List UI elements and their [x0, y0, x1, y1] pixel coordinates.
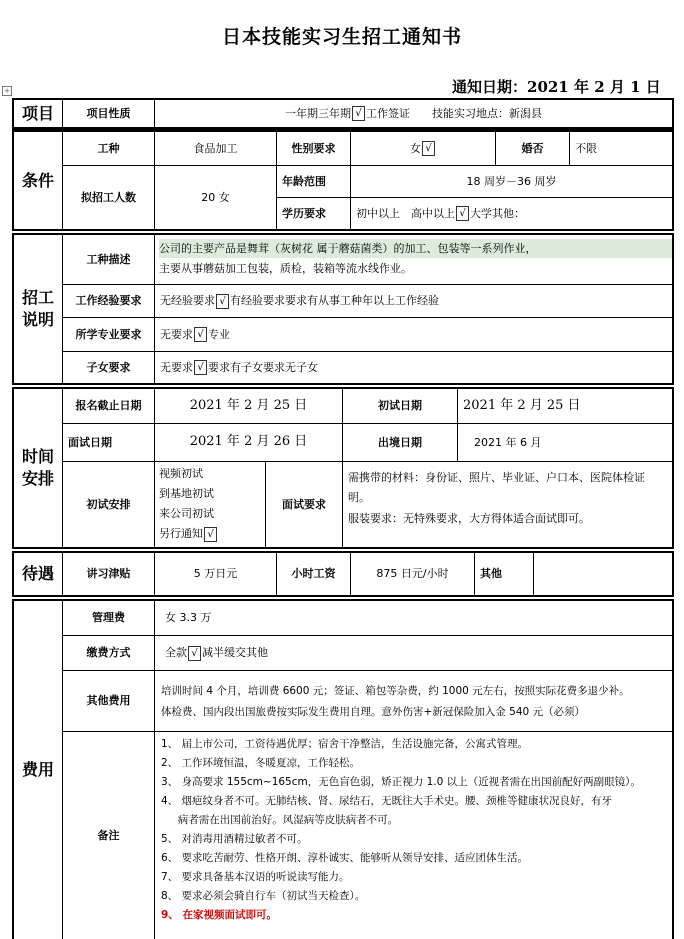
other-fees-line: 培训时间 4 个月，培训费 6600 元；签证、箱包等杂费，约 1000 元左右，按照实际花费多退少补。 [161, 685, 630, 697]
section-fees [12, 599, 674, 939]
job-desc-line-1: 公司的主要产品是舞茸（灰树花 属于蘑菇菌类）的加工、包装等一系列作业， [159, 239, 672, 258]
first-test-value: 2021 年 2 月 25 日 [458, 389, 672, 424]
note-item-highlight: 9、 在家视频面试即可。 [161, 909, 277, 921]
arrangement-item: 到基地初试 [159, 487, 214, 500]
exp-b: 有经验要求要求有从事工种年以上工作经验 [230, 294, 439, 308]
job-desc-line-2: 主要从事蘑菇加工包装，质检，装箱等流水线作业。 [159, 262, 412, 275]
gender-text: 女 [410, 141, 421, 155]
children-a: 无要求 [160, 360, 193, 374]
mgmt-label: 管理费 [63, 601, 155, 636]
other-value [534, 553, 672, 595]
age-label: 年龄范围 [277, 166, 351, 198]
location: 技能实习地点：新潟县 [432, 106, 542, 120]
edu-value [351, 198, 672, 229]
age-value: 18 周岁－36 周岁 [351, 166, 672, 198]
conditions-label: 条件 [14, 132, 63, 229]
table-move-handle-icon[interactable]: + [2, 86, 12, 96]
children-label: 子女要求 [63, 352, 155, 383]
allowance-value: 5 万日元 [155, 553, 277, 595]
interview-label: 面试日期 [63, 424, 155, 462]
edu-b: 大学其他： [470, 206, 525, 220]
note-item: 3、 身高要求 155cm~165cm，无色盲色弱，矫正视力 1.0 以上（近视者需在出国前配好两副眼镜）。 [161, 776, 641, 788]
description-label-text: 招工说明 [21, 288, 54, 329]
mgmt-value: 女 3.3 万 [155, 601, 672, 636]
notes-label: 备注 [63, 732, 155, 939]
departure-label: 出境日期 [343, 424, 458, 462]
job-type-value: 食品加工 [155, 132, 277, 166]
checkbox-icon[interactable]: √ [204, 527, 217, 542]
interview-req-value [343, 462, 672, 547]
section-schedule [12, 387, 674, 549]
note-item: 6、 要求吃苦耐劳、性格开朗、淳朴诚实、能够听从领导安排、适应团体生活。 [161, 852, 529, 864]
nature-b: 工作签证 [366, 106, 410, 120]
notice-date: 通知日期：2021 年 2 月 1 日 [452, 78, 661, 96]
other-fees-value [155, 671, 672, 732]
deadline-value: 2021 年 2 月 25 日 [155, 389, 343, 424]
exp-value [155, 285, 672, 318]
departure-value: 2021 年 6 月 [458, 424, 672, 462]
arrangement-item: 视频初试 [159, 467, 203, 480]
payment-b: 减半缓交其他 [202, 646, 268, 660]
hourly-value: 875 日元/小时 [351, 553, 475, 595]
note-item: 5、 对消毒用酒精过敏者不可。 [161, 833, 308, 845]
payment-a: 全款 [165, 646, 187, 660]
job-desc-label: 工种描述 [63, 235, 155, 285]
first-test-label: 初试日期 [343, 389, 458, 424]
gender-label: 性别要求 [277, 132, 351, 166]
arrangement-item-text: 另行通知 [159, 527, 203, 540]
checkbox-icon[interactable]: √ [194, 360, 207, 375]
arrangement-item [159, 524, 265, 544]
section-project [12, 98, 674, 130]
nature-label: 项目性质 [63, 100, 155, 128]
job-type-label: 工种 [63, 132, 155, 166]
interview-req-label: 面试要求 [266, 462, 343, 547]
fees-label: 费用 [14, 601, 63, 939]
interview-req-line: 服装要求：无特殊要求，大方得体适合面试即可。 [348, 512, 590, 525]
payment-label: 缴费方式 [63, 636, 155, 671]
edu-a: 初中以上 高中以上 [356, 206, 455, 220]
children-value [155, 352, 672, 383]
schedule-label-text: 时间安排 [21, 447, 54, 488]
payment-value [155, 636, 672, 671]
major-value [155, 318, 672, 352]
children-b: 要求有子女要求无子女 [208, 360, 318, 374]
headcount-label: 拟招工人数 [63, 166, 155, 229]
page-title: 日本技能实习生招工通知书 [221, 26, 462, 48]
headcount-value: 20 女 [155, 166, 277, 229]
checkbox-icon[interactable]: √ [216, 294, 229, 309]
arrangement-item: 来公司初试 [159, 507, 214, 520]
married-value: 不限 [570, 132, 672, 166]
major-label: 所学专业要求 [63, 318, 155, 352]
note-item: 1、 届上市公司，工资待遇优厚；宿舍干净整洁，生活设施完备，公寓式管理。 [161, 738, 529, 750]
note-item: 8、 要求必须会骑自行车（初试当天检查）。 [161, 890, 366, 902]
nature-value [155, 100, 672, 128]
note-item: 病者需在出国前治好。风湿病等皮肤病者不可。 [161, 814, 399, 826]
other-label: 其他 [475, 553, 534, 595]
checkbox-icon[interactable]: √ [422, 141, 435, 156]
checkbox-icon[interactable]: √ [456, 206, 469, 221]
project-label: 项目 [14, 100, 63, 128]
exp-label: 工作经验要求 [63, 285, 155, 318]
description-label [14, 235, 63, 383]
interview-value: 2021 年 2 月 26 日 [155, 424, 343, 462]
note-item: 7、 要求具备基本汉语的听说读写能力。 [161, 871, 350, 883]
exp-a: 无经验要求 [160, 294, 215, 308]
notes-list [155, 732, 672, 939]
checkbox-icon[interactable]: √ [352, 106, 365, 121]
arrangement-list [155, 462, 266, 547]
arrangement-label: 初试安排 [63, 462, 155, 547]
nature-a: 一年期三年期 [285, 106, 351, 120]
hourly-label: 小时工资 [277, 553, 351, 595]
interview-req-line: 明。 [348, 491, 370, 504]
job-desc-value [155, 235, 672, 285]
allowance-label: 讲习津贴 [63, 553, 155, 595]
edu-label: 学历要求 [277, 198, 351, 229]
note-item: 4、 烟疤纹身者不可。无肺结核、肾、尿结石，无既往大手术史。腰、颈椎等健康状况良好，有牙 [161, 795, 613, 807]
deadline-label: 报名截止日期 [63, 389, 155, 424]
other-fees-label: 其他费用 [63, 671, 155, 732]
section-conditions [12, 130, 674, 231]
section-treatment [12, 551, 674, 597]
major-b: 专业 [208, 327, 230, 341]
interview-req-line: 需携带的材料：身份证、照片、毕业证、户口本、医院体检证 [348, 471, 645, 484]
checkbox-icon[interactable]: √ [188, 646, 201, 661]
gender-value [351, 132, 496, 166]
major-a: 无要求 [160, 327, 193, 341]
section-description [12, 233, 674, 385]
treatment-label: 待遇 [14, 553, 63, 595]
note-item: 2、 工作环境恒温，冬暖夏凉，工作轻松。 [161, 757, 361, 769]
other-fees-line: 体检费、国内段出国旅费按实际发生费用自理。意外伤害+新冠保险加入金 540 元（必须） [161, 706, 586, 718]
checkbox-icon[interactable]: √ [194, 327, 207, 342]
married-label: 婚否 [496, 132, 570, 166]
schedule-label [14, 389, 63, 547]
